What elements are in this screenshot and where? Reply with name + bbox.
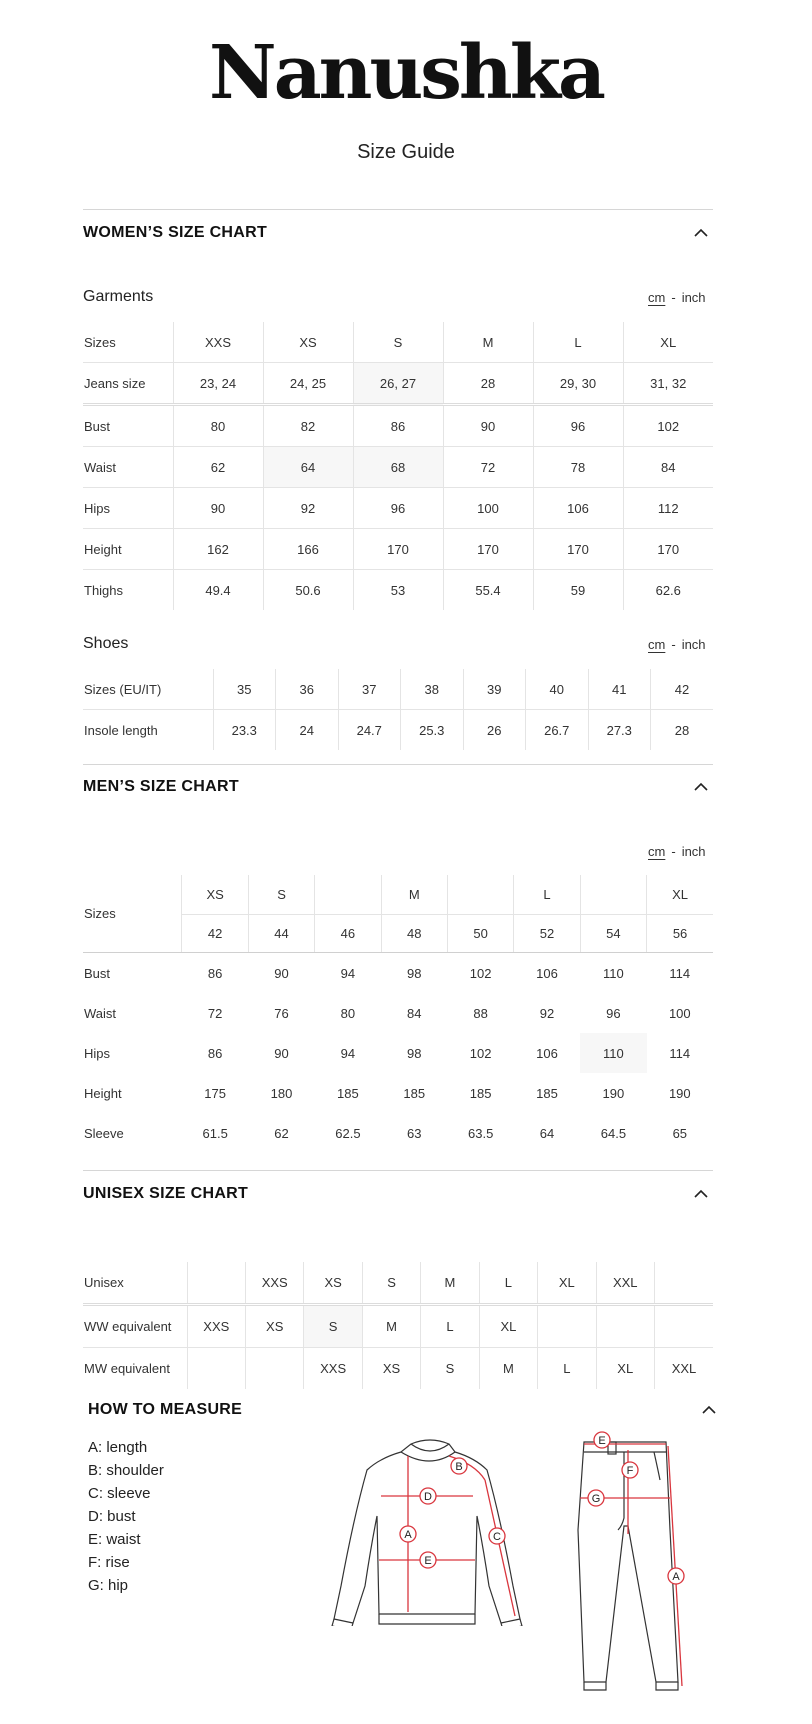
table-cell: 110 [603,965,624,981]
table-cell [596,1305,654,1348]
table-cell: S [353,322,443,363]
table-cell: 98 [407,1045,422,1061]
shirt-diagram [325,1436,535,1626]
row-label: Sizes (EU/IT) [83,669,213,710]
size-letter [580,875,646,915]
table-cell: L [421,1305,479,1348]
table-cell: M [443,322,533,363]
table-cell: 185 [536,1085,558,1101]
unit-toggle [648,290,706,305]
table-row [83,1348,713,1390]
measure-marker-label: E [424,1555,432,1567]
table-cell: 90 [443,405,533,447]
unit-cm-option[interactable]: cm [648,844,666,859]
divider [83,209,713,210]
table-row [83,1073,713,1113]
table-cell: 63 [407,1125,422,1141]
divider [83,1170,713,1171]
table-cell: 86 [353,405,443,447]
table-cell: 185 [403,1085,426,1101]
table-cell: L [533,322,623,363]
table-cell: XL [538,1262,596,1305]
size-letter: L [514,875,580,915]
unit-separator: - [671,844,676,859]
table-cell: 26.7 [526,710,589,751]
row-label: Height [84,1085,122,1101]
measure-section-title[interactable]: HOW TO MEASURE [88,1401,243,1418]
table-row [83,710,713,751]
table-cell: 24 [276,710,339,751]
table-cell: 92 [539,1005,555,1021]
table-cell: 90 [274,965,289,981]
table-row [83,570,713,611]
measure-legend [88,1436,164,1597]
table-cell: XS [263,322,353,363]
women-garments-table [83,322,713,610]
table-cell: S [304,1305,362,1348]
table-cell: XXS [187,1305,245,1348]
row-label: Bust [84,965,111,981]
table-cell: 92 [263,488,353,529]
table-cell: 61.5 [202,1125,228,1141]
table-cell: 84 [407,1005,422,1021]
size-number: 44 [248,915,314,953]
table-cell: 35 [213,669,276,710]
measure-marker-label: B [455,1461,463,1473]
size-number: 48 [381,915,447,953]
table-cell: XL [623,322,713,363]
table-cell: 90 [274,1045,289,1061]
size-number: 46 [315,915,381,953]
table-cell: 114 [669,965,691,981]
table-cell: 36 [276,669,339,710]
unit-inch-option[interactable]: inch [681,290,706,305]
chevron-up-icon[interactable] [702,1405,720,1417]
table-row [83,488,713,529]
men-section-title[interactable]: MEN’S SIZE CHART [83,778,239,795]
row-label: Sizes [83,322,173,363]
table-cell: 102 [469,1045,492,1061]
table-cell: 190 [668,1085,691,1101]
measure-marker-label: C [493,1531,501,1543]
table-cell: 59 [533,570,623,611]
table-row [83,1033,713,1073]
table-cell: 106 [536,1045,558,1061]
table-cell: 62 [173,447,263,488]
table-cell: 106 [536,965,558,981]
table-cell: 114 [669,1045,691,1061]
table-row [83,1113,713,1153]
table-cell: XXL [654,1348,713,1390]
table-cell: 102 [623,405,713,447]
table-row [83,993,713,1033]
table-cell: 55.4 [443,570,533,611]
table-cell: 180 [270,1085,293,1101]
table-cell: 39 [463,669,526,710]
table-cell: 98 [407,965,422,981]
row-label: Hips [84,1045,111,1061]
table-cell: XXS [304,1348,362,1390]
table-cell: 25.3 [401,710,464,751]
table-cell: 86 [207,1045,223,1061]
row-label: Waist [84,1005,117,1021]
table-cell: 170 [443,529,533,570]
table-cell: 78 [533,447,623,488]
measure-item: A: length [88,1439,148,1456]
table-cell [187,1262,245,1305]
measure-item: B: shoulder [88,1462,164,1479]
table-cell: 62.6 [623,570,713,611]
pants-diagram [560,1430,690,1692]
unit-separator: - [671,637,676,652]
table-cell: 100 [668,1005,691,1021]
table-cell: 76 [274,1005,289,1021]
table-cell: 90 [173,488,263,529]
unit-cm-option[interactable]: cm [648,637,666,652]
size-number: 56 [647,915,713,953]
size-number: 54 [580,915,646,953]
table-cell: 185 [469,1085,492,1101]
table-cell: 23, 24 [173,363,263,405]
table-cell: 37 [338,669,401,710]
size-letter [315,875,381,915]
table-cell: L [538,1348,596,1390]
table-cell: XXS [246,1262,304,1305]
unit-inch-option[interactable]: inch [681,637,706,652]
unit-toggle [648,637,706,652]
size-letter: M [381,875,447,915]
table-cell: 96 [353,488,443,529]
page-title: Size Guide [357,141,455,163]
table-cell: 72 [207,1005,223,1021]
table-cell: 68 [353,447,443,488]
table-cell: L [479,1262,537,1305]
row-label: Hips [83,488,173,529]
table-cell: 65 [672,1125,688,1141]
size-number: 52 [514,915,580,953]
size-letter: XS [182,875,248,915]
women-shoes-table [83,669,713,750]
size-letter: XL [647,875,713,915]
row-label: WW equivalent [83,1305,187,1348]
measure-marker-label: A [672,1571,680,1583]
table-cell: 170 [623,529,713,570]
table-cell: 49.4 [173,570,263,611]
table-cell: 28 [651,710,714,751]
table-cell: 40 [526,669,589,710]
table-row [83,1262,713,1305]
table-cell [654,1305,713,1348]
measure-marker-label: G [591,1493,601,1505]
table-cell: XS [304,1262,362,1305]
table-cell: 175 [204,1085,226,1101]
table-cell: 162 [173,529,263,570]
shoes-title: Shoes [83,635,129,652]
table-cell: 41 [588,669,651,710]
measure-marker-label: D [424,1491,432,1503]
table-cell: 29, 30 [533,363,623,405]
row-label: Thighs [84,582,124,598]
unit-toggle [648,844,706,859]
row-label: Jeans size [83,363,173,405]
table-cell: 88 [473,1005,488,1021]
table-cell [538,1305,596,1348]
table-cell: XL [596,1348,654,1390]
measure-marker-label: A [404,1529,412,1541]
chevron-up-icon[interactable] [694,782,712,794]
table-cell: XXS [173,322,263,363]
table-row [83,363,713,405]
table-cell: 50.6 [263,570,353,611]
unisex-size-table [83,1262,713,1389]
table-cell: 190 [602,1085,625,1101]
table-row [83,529,713,570]
row-label: Height [83,529,173,570]
table-cell: 24.7 [338,710,401,751]
table-cell: M [362,1305,420,1348]
table-cell: XL [479,1305,537,1348]
table-row [83,669,713,710]
table-cell: 80 [173,405,263,447]
table-cell: S [421,1348,479,1390]
table-cell: 23.3 [213,710,276,751]
size-letter [447,875,513,915]
measure-marker-label: F [626,1465,634,1477]
table-cell: 42 [651,669,714,710]
size-number: 50 [447,915,513,953]
table-cell: 84 [623,447,713,488]
table-cell: 166 [263,529,353,570]
table-cell: 53 [353,570,443,611]
table-cell: 38 [401,669,464,710]
table-cell: M [479,1348,537,1390]
row-label: MW equivalent [84,1361,170,1376]
table-cell: 96 [606,1005,621,1021]
row-label: Waist [83,447,173,488]
chevron-up-icon[interactable] [694,1189,712,1201]
measure-item: E: waist [88,1531,141,1548]
table-cell: 170 [353,529,443,570]
unit-separator: - [671,290,676,305]
unit-cm-option[interactable]: cm [648,290,666,305]
table-cell: 110 [580,1033,646,1073]
chevron-up-icon[interactable] [694,228,712,240]
brand-logo[interactable]: Nanushka [209,30,603,116]
table-cell: 100 [443,488,533,529]
table-cell: XXL [596,1262,654,1305]
table-cell [187,1348,245,1390]
table-cell: 26 [463,710,526,751]
measure-item: C: sleeve [88,1485,151,1502]
table-cell: XS [246,1305,304,1348]
row-label: Bust [83,405,173,447]
table-cell: 63.5 [468,1125,494,1141]
table-cell: 62 [274,1125,289,1141]
table-cell: 112 [623,488,713,529]
measure-item: F: rise [88,1554,130,1571]
table-cell: 94 [340,1045,356,1061]
measure-marker-label: E [598,1435,606,1447]
table-cell: 24, 25 [263,363,353,405]
divider [83,764,713,765]
table-cell: 64 [539,1125,555,1141]
table-cell: S [362,1262,420,1305]
table-row [83,405,713,447]
table-cell: 170 [533,529,623,570]
table-row [83,322,713,363]
table-cell: 31, 32 [623,363,713,405]
table-cell: 26, 27 [353,363,443,405]
table-cell: 185 [337,1085,359,1101]
table-cell: 96 [533,405,623,447]
table-cell: 94 [340,965,356,981]
table-cell: 82 [263,405,353,447]
unisex-section-title[interactable]: UNISEX SIZE CHART [83,1185,249,1202]
table-cell: XS [362,1348,420,1390]
measure-item: G: hip [88,1577,129,1594]
table-cell: 102 [469,965,492,981]
table-cell: 86 [207,965,223,981]
table-cell: 28 [443,363,533,405]
garments-title: Garments [83,288,154,305]
row-label: Sizes [83,875,182,953]
measure-item: D: bust [88,1508,136,1525]
table-cell: 64 [263,447,353,488]
table-row [83,1305,713,1348]
row-label: Unisex [83,1262,187,1305]
row-label: Sleeve [84,1125,124,1141]
men-size-table [83,875,713,1153]
table-cell [246,1348,304,1390]
table-cell: M [421,1262,479,1305]
row-label: Insole length [84,722,158,738]
table-cell: 62.5 [335,1125,361,1141]
women-section-title[interactable]: WOMEN’S SIZE CHART [83,224,268,241]
table-cell: 80 [340,1005,356,1021]
table-cell [654,1262,713,1305]
table-row [83,953,713,994]
size-letter: S [248,875,314,915]
table-cell: 64.5 [600,1125,627,1141]
unit-inch-option[interactable]: inch [681,844,706,859]
table-cell: 27.3 [588,710,651,751]
table-row [83,447,713,488]
table-cell: 72 [443,447,533,488]
size-number: 42 [182,915,248,953]
table-cell: 106 [533,488,623,529]
table-row [83,875,713,915]
